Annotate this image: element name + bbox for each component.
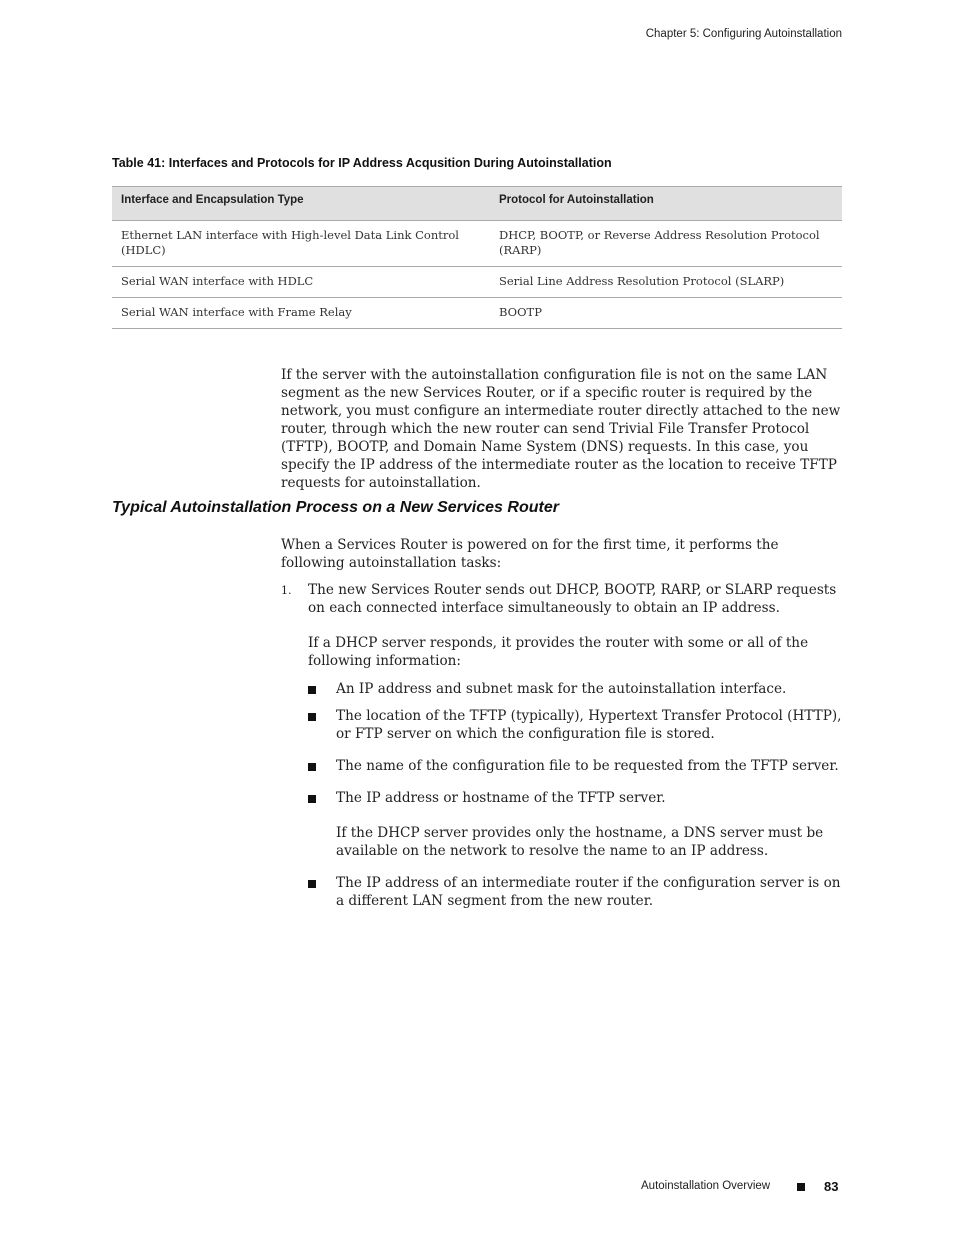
- bullet-marker: [308, 795, 316, 803]
- table-caption: Table 41: Interfaces and Protocols for IP Address Acqusition During Autoinstallation: [112, 156, 612, 170]
- bullet-item: An IP address and subnet mask for the autoinstallation interface.: [336, 681, 787, 697]
- bullet-marker: [308, 686, 316, 694]
- table-row: [112, 221, 842, 267]
- footer-section-label: Autoinstallation Overview: [641, 1180, 771, 1192]
- table-row: [112, 298, 842, 329]
- step-text: The new Services Router sends out DHCP, BOOTP, RARP, or SLARP requests on each connected interface simultaneously to obtain an IP address.: [308, 582, 837, 616]
- table-cell: DHCP, BOOTP, or Reverse Address Resolution Protocol (RARP): [490, 221, 842, 267]
- table-cell: BOOTP: [490, 298, 842, 329]
- column-header: Interface and Encapsulation Type: [112, 187, 490, 221]
- bullet-marker: [308, 763, 316, 771]
- bullet-note: If the DHCP server provides only the hostname, a DNS server must be available on the network to resolve the name to an IP address.: [336, 825, 824, 859]
- bullet-marker: [308, 713, 316, 721]
- bullet-marker: [308, 880, 316, 888]
- table-row: [112, 267, 842, 298]
- footer-separator-square: [797, 1183, 805, 1191]
- running-header: Chapter 5: Configuring Autoinstallation: [645, 28, 842, 40]
- page-number: 83: [824, 1179, 839, 1194]
- bullet-item: The location of the TFTP (typically), Hypertext Transfer Protocol (HTTP), or FTP server on which the configuration file is stored.: [336, 708, 842, 742]
- step-number: 1.: [281, 584, 292, 597]
- table-cell: Serial Line Address Resolution Protocol (SLARP): [490, 267, 842, 298]
- bullet-item: The IP address of an intermediate router if the configuration server is on a different LAN segment from the new router.: [336, 875, 841, 909]
- table-header-row: [112, 187, 842, 221]
- table-cell: Ethernet LAN interface with High-level Data Link Control (HDLC): [112, 221, 490, 267]
- bullet-item: The name of the configuration file to be requested from the TFTP server.: [336, 758, 839, 774]
- intro-paragraph: If the server with the autoinstallation configuration file is not on the same LAN segment as the new Services Router, or if a specific router is required by the network, you must configure an intermediate router directly attached to the new router, through which the new router can send Trivial File Transfer Protocol (TFTP), BOOTP, and Domain Name System (DNS) requests. In this case, you specify the IP address of the intermediate router as the location to receive TFTP requests for autoinstallation.: [281, 367, 841, 491]
- section-lead-paragraph: When a Services Router is powered on for the first time, it performs the following autoinstallation tasks:: [281, 537, 779, 571]
- table-cell: Serial WAN interface with Frame Relay: [112, 298, 490, 329]
- table-cell: Serial WAN interface with HDLC: [112, 267, 490, 298]
- column-header: Protocol for Autoinstallation: [490, 187, 842, 221]
- section-heading: Typical Autoinstallation Process on a New Services Router: [112, 499, 559, 516]
- protocol-table: [112, 186, 842, 329]
- step-followup: If a DHCP server responds, it provides the router with some or all of the following information:: [308, 635, 809, 669]
- bullet-item: The IP address or hostname of the TFTP server.: [336, 790, 666, 806]
